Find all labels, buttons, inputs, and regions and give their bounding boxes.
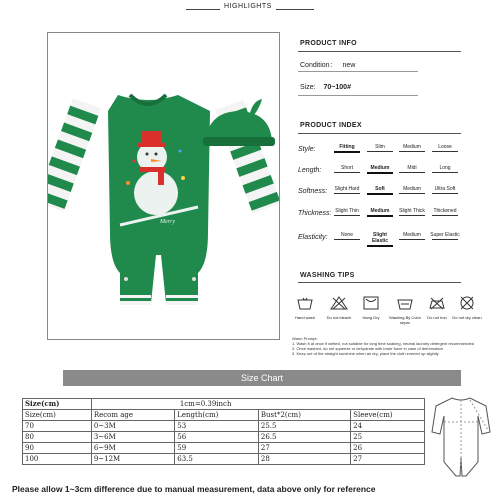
index-option-label: Slight Thin	[335, 208, 359, 214]
size-value: 70~100#	[323, 84, 351, 91]
index-option	[430, 232, 460, 240]
romper-illustration	[48, 33, 279, 339]
condition-underline	[298, 71, 418, 72]
index-label: Elasticity:	[298, 234, 328, 241]
index-option-label: None	[341, 232, 353, 238]
product-photo	[47, 32, 280, 340]
index-option	[430, 186, 460, 194]
index-option-label: Super Elastic	[430, 232, 460, 238]
index-option	[332, 232, 362, 240]
index-option	[397, 186, 427, 194]
index-option-underline	[334, 193, 360, 194]
column-header: Size(cm)	[23, 410, 92, 421]
index-option-label: Medium	[403, 232, 421, 238]
table-row	[23, 454, 425, 465]
index-option-label: Medium	[403, 144, 421, 150]
table-cell: 53	[175, 421, 259, 432]
index-option	[397, 232, 427, 240]
index-option-label: Medium	[370, 165, 390, 171]
condition-label: Condition：	[300, 62, 337, 69]
table-row	[23, 432, 425, 443]
table-cell: 9~12M	[91, 454, 174, 465]
size-underline	[298, 95, 418, 96]
table-cell: 100	[23, 454, 92, 465]
table-cell: 27	[258, 443, 350, 454]
index-option-label: Slight Hard	[334, 186, 360, 192]
warm-prompt-title: Warm Prompt:	[292, 336, 318, 341]
unit-conversion-cell: 1cm=0.39inch	[91, 399, 424, 410]
wash-label: Hang Dry	[362, 315, 380, 320]
index-option-underline	[367, 245, 393, 247]
index-option-underline	[367, 193, 393, 195]
index-option-underline	[334, 239, 360, 240]
wash-label: Hand wash	[294, 315, 315, 320]
index-option-label: Slight Elastic	[371, 232, 389, 244]
table-cell: 90	[23, 443, 92, 454]
index-option	[430, 144, 460, 152]
column-header: Bust*2(cm)	[258, 410, 350, 421]
index-option-underline	[399, 215, 425, 216]
index-option-label: Medium	[370, 208, 390, 214]
index-label: Length:	[298, 167, 322, 174]
index-option	[397, 165, 427, 173]
index-option-underline	[432, 151, 458, 152]
product-index-title: PRODUCT INDEX	[300, 122, 362, 129]
index-label: Softness:	[298, 188, 328, 195]
index-option	[397, 208, 427, 216]
table-cell: 70	[23, 421, 92, 432]
warm-prompt-line-1: 1. Wash it at once if wetted, not suitable for long time soaking, neutral laundry detergent recommended	[292, 341, 474, 346]
index-option-underline	[432, 172, 458, 173]
table-cell: 28	[258, 454, 350, 465]
warm-prompt-line-2: 2. Once washed, do not squeeze or dehydrate with brute force in case of deformation	[292, 346, 443, 351]
svg-text:Merry: Merry	[160, 219, 175, 225]
index-option	[332, 208, 362, 216]
column-header: Recom age	[91, 410, 174, 421]
wash-label: Do not bleach	[326, 315, 352, 320]
size-chart-banner	[63, 370, 461, 386]
index-option	[397, 144, 427, 152]
index-option	[332, 165, 362, 173]
footer-note: Please allow 1~3cm difference due to manual measurement, data above only for reference	[12, 484, 376, 494]
table-cell: 25.5	[258, 421, 350, 432]
index-option-underline	[399, 151, 425, 152]
index-option	[365, 186, 395, 195]
size-row	[300, 84, 351, 91]
table-cell: 59	[175, 443, 259, 454]
column-header: Sleeve(cm)	[351, 410, 425, 421]
index-option	[365, 165, 395, 174]
index-option-label: Ultra Soft	[434, 186, 456, 192]
index-option-label: Slight Thick	[399, 208, 425, 214]
index-option-label: Thickened	[433, 208, 457, 214]
wash-by-color-icon	[396, 296, 414, 310]
product-info-divider	[298, 51, 461, 52]
index-option	[430, 165, 460, 173]
warm-prompt	[292, 336, 497, 356]
table-cell: 63.5	[175, 454, 259, 465]
column-header: Length(cm)	[175, 410, 259, 421]
table-title-row	[23, 399, 425, 410]
size-label: Size:	[300, 84, 316, 91]
no-bleach-icon	[330, 296, 348, 310]
index-option-underline	[334, 215, 360, 216]
no-iron-icon	[428, 296, 446, 310]
size-table	[22, 398, 425, 465]
index-option-underline	[432, 215, 458, 216]
index-option-label: Midi	[407, 165, 417, 171]
index-option-underline	[367, 215, 393, 217]
index-option-underline	[432, 193, 458, 194]
table-title-cell: Size(cm)	[23, 399, 92, 410]
table-cell: 80	[23, 432, 92, 443]
washing-tips-divider	[298, 282, 461, 283]
table-cell: 26	[351, 443, 425, 454]
table-row	[23, 421, 425, 432]
hang-dry-icon	[362, 296, 380, 310]
product-info-title: PRODUCT INFO	[300, 40, 357, 47]
index-option-underline	[432, 239, 458, 240]
highlights-header	[0, 0, 500, 14]
index-option-underline	[367, 151, 393, 152]
product-index-divider	[298, 133, 461, 134]
measurement-diagram	[428, 392, 494, 480]
index-option	[430, 208, 460, 216]
index-option-label: Long	[439, 165, 451, 171]
index-option	[365, 144, 395, 152]
index-option	[365, 208, 395, 217]
no-dry-clean-icon	[458, 296, 476, 310]
index-label: Thickness:	[298, 210, 332, 217]
table-cell: 3~6M	[91, 432, 174, 443]
hand-wash-icon	[296, 296, 314, 310]
index-option-label: Soft	[375, 186, 385, 192]
wash-label: Washing By Color separ	[389, 315, 421, 325]
highlights-title: HIGHLIGHTS	[220, 3, 276, 10]
table-row	[23, 443, 425, 454]
table-cell: 27	[351, 454, 425, 465]
index-option	[332, 144, 362, 153]
table-cell: 25	[351, 432, 425, 443]
index-option-label: Loose	[438, 144, 452, 150]
index-option-label: Slim	[375, 144, 385, 150]
size-chart-title: Size Chart	[240, 373, 284, 383]
table-cell: 24	[351, 421, 425, 432]
index-option	[332, 186, 362, 194]
index-option-underline	[399, 193, 425, 194]
index-option-underline	[334, 151, 360, 153]
index-option-label: Short	[341, 165, 353, 171]
index-option-underline	[399, 239, 425, 240]
condition-value: new	[342, 62, 356, 69]
table-header-row	[23, 410, 425, 421]
index-option-underline	[399, 172, 425, 173]
washing-tips-title: WASHING TIPS	[300, 272, 355, 279]
index-label: Style:	[298, 146, 316, 153]
wash-label: Do not iron	[427, 315, 447, 320]
index-option	[365, 232, 395, 247]
index-option-label: Fitting	[339, 144, 355, 150]
wash-label: Do not dry clean	[452, 315, 482, 320]
table-cell: 0~3M	[91, 421, 174, 432]
warm-prompt-line-3: 3. Keep out of the straight sunshine when air dry, place the cloth evened up slightly	[292, 351, 439, 356]
condition-row	[300, 60, 355, 70]
index-option-underline	[367, 172, 393, 174]
index-option-underline	[334, 172, 360, 173]
table-cell: 26.5	[258, 432, 350, 443]
table-cell: 56	[175, 432, 259, 443]
table-cell: 6~9M	[91, 443, 174, 454]
index-option-label: Medium	[403, 186, 421, 192]
